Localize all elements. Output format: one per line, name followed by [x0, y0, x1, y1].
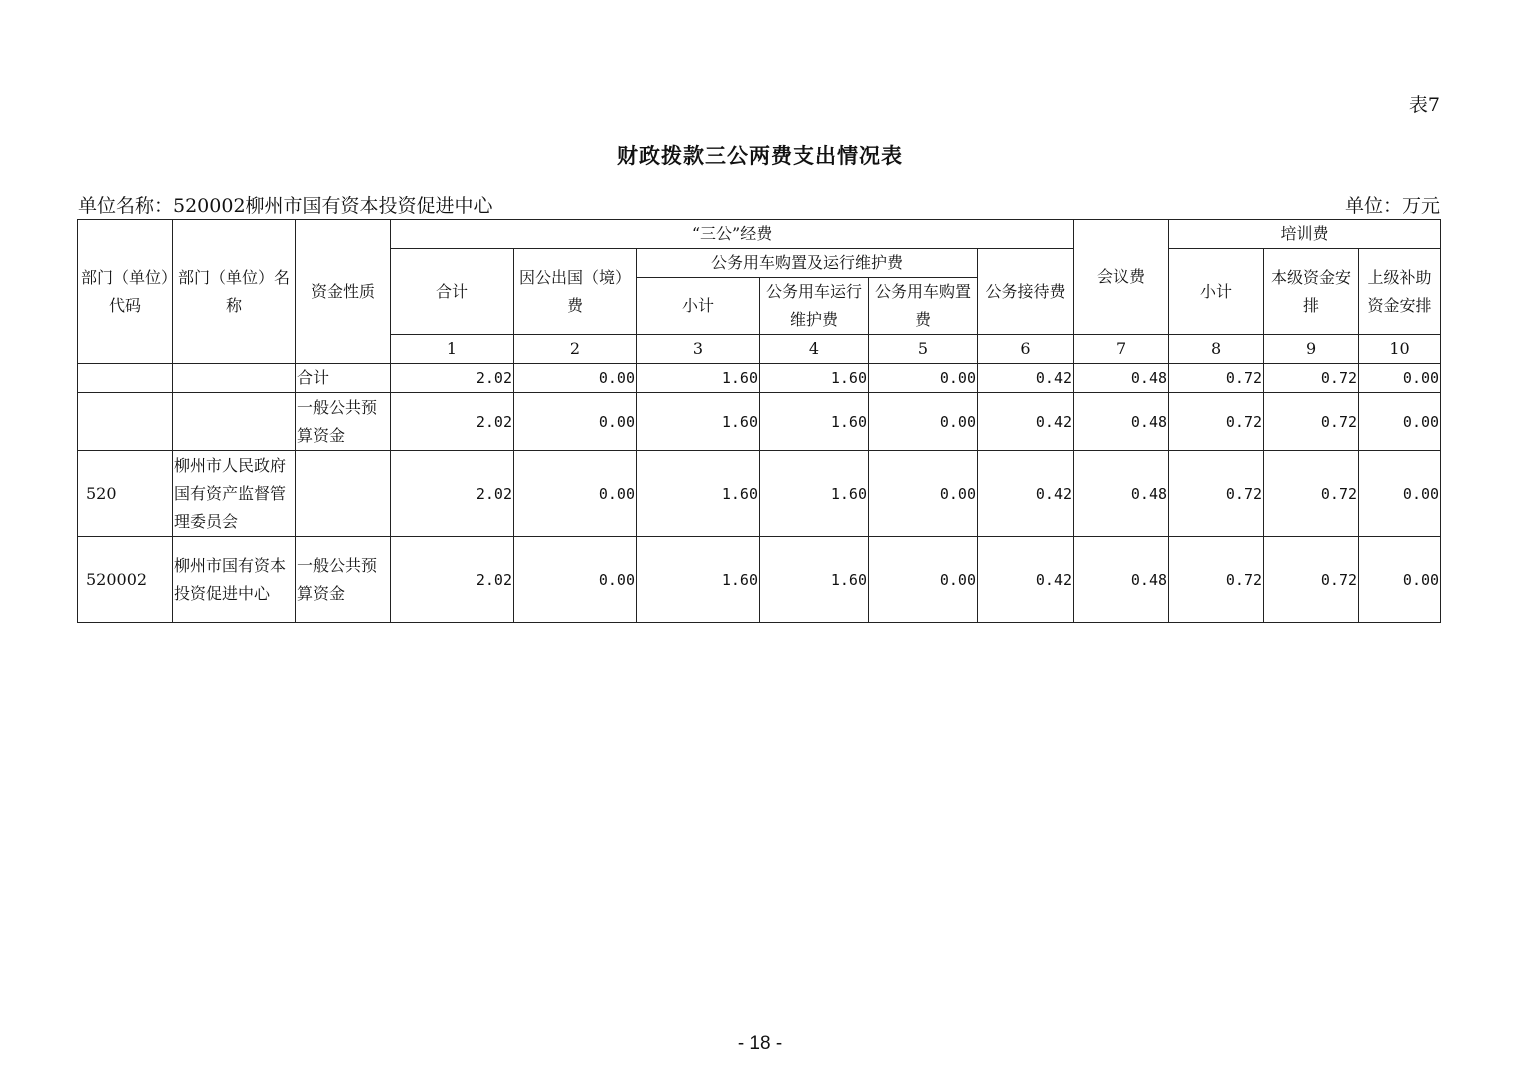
col-number: 8 — [1169, 335, 1264, 364]
col-number: 7 — [1074, 335, 1169, 364]
cell-value: 0.72 — [1169, 364, 1264, 393]
cell-value: 0.00 — [514, 537, 637, 623]
row-name — [173, 364, 296, 393]
row-fund: 一般公共预算资金 — [296, 537, 391, 623]
expense-table — [77, 219, 1441, 623]
cell-value: 1.60 — [760, 364, 869, 393]
row-fund: 一般公共预算资金 — [296, 393, 391, 451]
header-training-upper: 上级补助资金安排 — [1359, 249, 1441, 335]
col-number: 3 — [637, 335, 760, 364]
col-number: 10 — [1359, 335, 1441, 364]
header-training: 培训费 — [1169, 220, 1441, 249]
col-number: 2 — [514, 335, 637, 364]
cell-value: 0.48 — [1074, 537, 1169, 623]
header-overseas: 因公出国（境）费 — [514, 249, 637, 335]
table-row — [78, 393, 1441, 451]
cell-value: 0.72 — [1264, 537, 1359, 623]
table-number: 表7 — [1408, 94, 1440, 116]
unit-measure: 单位：万元 — [1344, 195, 1440, 217]
col-number: 4 — [760, 335, 869, 364]
header-fund-type: 资金性质 — [296, 220, 391, 364]
col-number: 6 — [978, 335, 1074, 364]
header-total: 合计 — [391, 249, 514, 335]
header-reception: 公务接待费 — [978, 249, 1074, 335]
cell-value: 0.00 — [869, 364, 978, 393]
cell-value: 0.48 — [1074, 364, 1169, 393]
col-number: 5 — [869, 335, 978, 364]
meta-row — [78, 191, 1440, 217]
cell-value: 0.00 — [1359, 451, 1441, 537]
cell-value: 1.60 — [760, 537, 869, 623]
col-number: 1 — [391, 335, 514, 364]
cell-value: 0.72 — [1264, 451, 1359, 537]
cell-value: 0.00 — [869, 393, 978, 451]
row-code — [78, 393, 173, 451]
cell-value: 2.02 — [391, 393, 514, 451]
row-name: 柳州市人民政府国有资产监督管理委员会 — [173, 451, 296, 537]
header-dept-code: 部门（单位）代码 — [78, 220, 173, 364]
table-row — [78, 364, 1441, 393]
cell-value: 1.60 — [637, 364, 760, 393]
row-code — [78, 364, 173, 393]
header-vehicle-maintain: 公务用车运行维护费 — [760, 278, 869, 335]
document-title: 财政拨款三公两费支出情况表 — [617, 143, 903, 168]
cell-value: 0.48 — [1074, 393, 1169, 451]
header-vehicle-group: 公务用车购置及运行维护费 — [637, 249, 978, 278]
cell-value: 0.00 — [1359, 364, 1441, 393]
cell-value: 2.02 — [391, 364, 514, 393]
cell-value: 0.00 — [1359, 537, 1441, 623]
cell-value: 0.72 — [1169, 537, 1264, 623]
cell-value: 0.42 — [978, 537, 1074, 623]
header-training-local: 本级资金安排 — [1264, 249, 1359, 335]
cell-value: 2.02 — [391, 537, 514, 623]
cell-value: 1.60 — [637, 537, 760, 623]
header-meeting: 会议费 — [1074, 220, 1169, 335]
table-row — [78, 537, 1441, 623]
page-number: - 18 - — [737, 1033, 783, 1054]
header-vehicle-purchase: 公务用车购置费 — [869, 278, 978, 335]
cell-value: 0.00 — [1359, 393, 1441, 451]
cell-value: 1.60 — [637, 451, 760, 537]
header-row-1 — [78, 220, 1441, 249]
cell-value: 1.60 — [637, 393, 760, 451]
row-code: 520002 — [78, 537, 173, 623]
cell-value: 0.72 — [1169, 393, 1264, 451]
cell-value: 0.00 — [514, 393, 637, 451]
row-fund: 合计 — [296, 364, 391, 393]
cell-value: 0.00 — [514, 451, 637, 537]
cell-value: 0.48 — [1074, 451, 1169, 537]
row-name — [173, 393, 296, 451]
row-code: 520 — [78, 451, 173, 537]
cell-value: 0.42 — [978, 451, 1074, 537]
cell-value: 2.02 — [391, 451, 514, 537]
cell-value: 0.00 — [869, 451, 978, 537]
table-row — [78, 451, 1441, 537]
col-number: 9 — [1264, 335, 1359, 364]
cell-value: 0.72 — [1264, 364, 1359, 393]
cell-value: 0.72 — [1264, 393, 1359, 451]
cell-value: 0.72 — [1169, 451, 1264, 537]
row-fund — [296, 451, 391, 537]
cell-value: 0.42 — [978, 364, 1074, 393]
unit-name: 单位名称：520002柳州市国有资本投资促进中心 — [78, 195, 493, 217]
header-dept-name: 部门（单位）名称 — [173, 220, 296, 364]
cell-value: 0.42 — [978, 393, 1074, 451]
cell-value: 1.60 — [760, 393, 869, 451]
cell-value: 0.00 — [869, 537, 978, 623]
header-sangong: “三公”经费 — [391, 220, 1074, 249]
header-vehicle-subtotal: 小计 — [637, 278, 760, 335]
row-name: 柳州市国有资本投资促进中心 — [173, 537, 296, 623]
cell-value: 1.60 — [760, 451, 869, 537]
header-training-subtotal: 小计 — [1169, 249, 1264, 335]
cell-value: 0.00 — [514, 364, 637, 393]
